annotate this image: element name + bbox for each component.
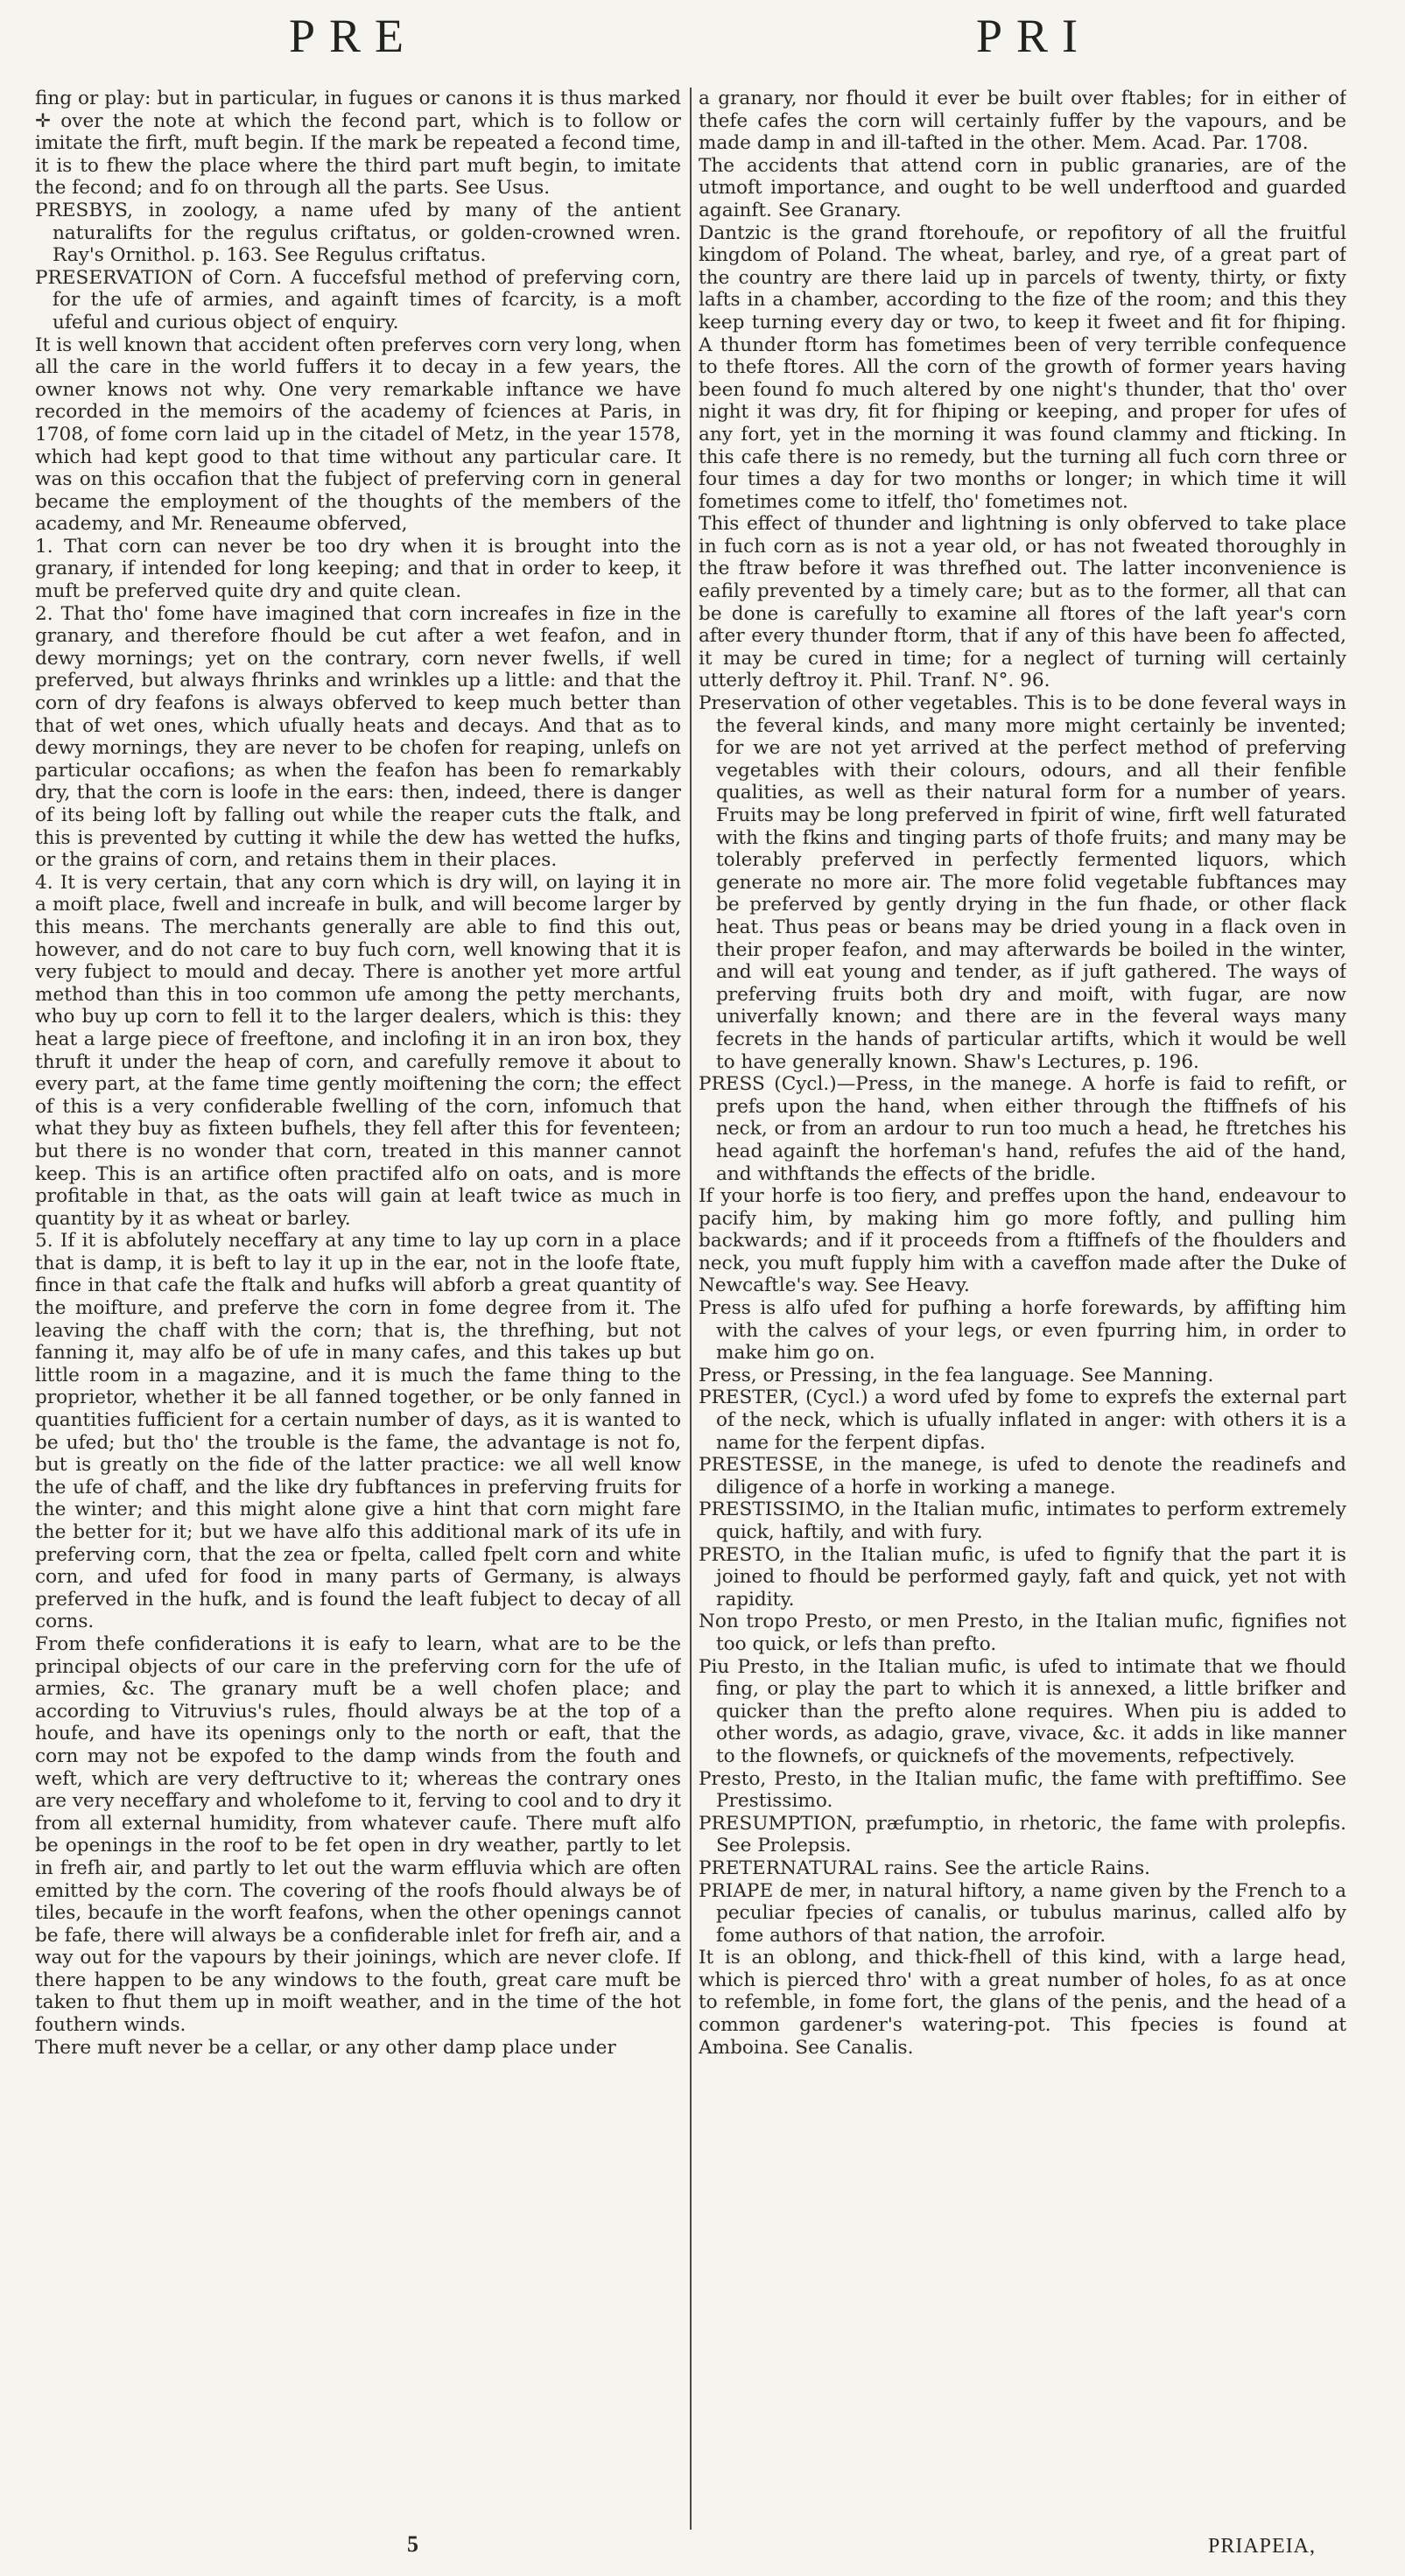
entry-paragraph: Press, or Pressing, in the fea language. See Manning. (699, 1364, 1214, 1386)
body-paragraph: fing or play: but in particular, in fugues or canons it is thus marked ✛ over the note at which the fecond part, which is to follow or imitate the firft, muft begin. If the mark be repeated a fecond time, it is to fhew the place where the third part muft begin, to imitate the fecond; and fo on through all the parts. See Usus. (35, 88, 681, 200)
running-head-left: PRE (289, 10, 418, 62)
body-paragraph: There muft never be a cellar, or any other damp place under (35, 2036, 616, 2059)
entry-paragraph: PRESERVATION of Corn. A fuccefsful method of preferving corn, for the ufe of armies, and againft times of fcarcity, is a moft ufeful and curious object of enquiry. (35, 266, 681, 333)
body-paragraph: This effect of thunder and lightning is only obferved to take place in fuch corn as is not a year old, or has not fweated thoroughly in the ftraw before it was threfhed out. The latter inconvenience is eafily prevented by a timely care; but as to the former, all that can be done is carefully to examine all ftores of the laft year's corn after every thunder ftorm, that if any of this have been fo affected, it may be cured in time; for a neglect of turning will certainly utterly deftroy it. Phil. Tranf. N°. 96. (699, 513, 1346, 692)
entry-paragraph: PRESTISSIMO, in the Italian mufic, intimates to perform extremely quick, haftily, and with fury. (699, 1499, 1346, 1543)
entry-paragraph: PRESTESSE, in the manege, is ufed to denote the readinefs and diligence of a horfe in working a manege. (699, 1454, 1346, 1499)
body-paragraph: 5. If it is abfolutely neceffary at any time to lay up corn in a place that is damp, it is beft to lay it up in the ear, not in the loofe ftate, fince in that cafe the ftalk and hufks will abforb a great quantity of the moifture, and preferve the corn in fome degree from it. The leaving the chaff with the corn; that is, the threfhing, but not fanning it, may alfo be of ufe in many cafes, and this takes up but little room in a magazine, and it is much the fame thing to the proprietor, whether it be all fanned together, or be only fanned in quantities fufficient for a certain number of days, as it is wanted to be ufed; but tho' the trouble is the fame, the advantage is not fo, but is greatly on the fide of the latter practice: we all well know the ufe of chaff, and the like dry fubftances in preferving fruits for the winter; and this might alone give a hint that corn might fare the better for it; but we have alfo this additional mark of its ufe in preferving corn, that the zea or fpelta, called fpelt corn and white corn, and ufed for food in many parts of Germany, is always preferved in the hufk, and is found the leaft fubject to decay of all corns. (35, 1230, 681, 1633)
body-paragraph: 4. It is very certain, that any corn which is dry will, on laying it in a moift place, fwell and increafe in bulk, and will become larger by this means. The merchants generally are able to find this out, however, and do not care to buy fuch corn, well knowing that it is very fubject to mould and decay. There is another yet more artful method than this in too common ufe among the petty merchants, who buy up corn to fell it to the larger dealers, which is this: they heat a large piece of freeftone, and inclofing it in an iron box, they thruft it under the heap of corn, and carefully remove it about to every part, at the fame time gently moiftening the corn; the effect of this is a very confiderable fwelling of the corn, infomuch that what they buy as fixteen bufhels, they fell after this for feventeen; but there is no wonder that corn, treated in this manner cannot keep. This is an artifice often practifed alfo on oats, and is more profitable in that, as the oats will gain at leaft twice as much in quantity by it as wheat or barley. (35, 871, 681, 1230)
entry-paragraph: PRETERNATURAL rains. See the article Rains. (699, 1857, 1151, 1879)
column-divider (690, 88, 692, 2530)
running-head-right: PRI (976, 10, 1092, 62)
entry-paragraph: Presto, Presto, in the Italian mufic, the fame with preftiffimo. See Prestissimo. (699, 1767, 1346, 1813)
body-paragraph: It is an oblong, and thick-fhell of this kind, with a large head, which is pierced thro' with a great number of holes, fo as at once to refemble, in fome fort, the glans of the penis, and the head of a common gardener's watering-pot. This fpecies is found at Amboina. See Canalis. (699, 1947, 1346, 2059)
body-paragraph: a granary, nor fhould it ever be built over ftables; for in either of thefe cafes the corn will certainly fuffer by the vapours, and be made damp in and ill-tafted in the other. Mem. Acad. Par. 1708. (699, 88, 1346, 155)
body-paragraph: From thefe confiderations it is eafy to learn, what are to be the principal objects of our care in the preferving corn for the ufe of armies, &c. The granary muft be a well chofen place; and according to Vitruvius's rules, fhould always be at the top of a houfe, and have its openings only to the north or eaft, that the corn may not be expofed to the damp winds from the fouth and weft, which are very deftructive to it; whereas the contrary ones are very neceffary and wholefome to it, ferving to cool and to dry it from all external humidity, from whatever caufe. There muft alfo be openings in the roof to be fet open in dry weather, partly to let in frefh air, and partly to let out the warm effluvia which are often emitted by the corn. The covering of the roofs fhould always be of tiles, becaufe in the worft feafons, when the other openings cannot be fafe, there will always be a confiderable inlet for frefh air, and a way out for the vapours by their joinings, which are never clofe. If there happen to be any windows to the fouth, great care muft be taken to fhut them up in moift weather, and in the time of the hot fouthern winds. (35, 1632, 681, 2037)
entry-paragraph: PRIAPE de mer, in natural hiftory, a name given by the French to a peculiar fpecies of canalis, or tubulus marinus, called alfo by fome authors of that nation, the arrofoir. (699, 1879, 1346, 1947)
entry-paragraph: PRESBYS, in zoology, a name ufed by many of the antient naturalifts for the regulus criftatus, or golden-crowned wren. Ray's Ornithol. p. 163. See Regulus criftatus. (35, 199, 681, 267)
body-paragraph: The accidents that attend corn in public granaries, are of the utmoft importance, and ought to be well underftood and guarded againft. See Granary. (699, 154, 1346, 221)
entry-paragraph: Non tropo Presto, or men Presto, in the Italian mufic, fignifies not too quick, or lefs than prefto. (699, 1611, 1346, 1655)
entry-paragraph: Preservation of other vegetables. This is to be done feveral ways in the feveral kinds, and many more might certainly be invented; for we are not yet arrived at the perfect method of preferving vegetables with their colours, odours, and all their fenfible qualities, as well as their natural form for a number of years. Fruits may be long preferved in fpirit of wine, firft well faturated with the fkins and tinging parts of thofe fruits; and many may be tolerably preferved in perfectly fermented liquors, which generate no more air. The more folid vegetable fubftances may be preferved by gently drying in the fun fhade, or other flack heat. Thus peas or beans may be dried young in a flack oven in their proper feafon, and may afterwards be boiled in the winter, and will eat young and tender, as if juft gathered. The ways of preferving fruits both dry and moift, with fugar, are now univerfally known; and there are in the feveral ways many fecrets in the hands of particular artifts, which it would be well to have generally known. Shaw's Lectures, p. 196. (699, 692, 1346, 1073)
body-paragraph: If your horfe is too fiery, and preffes upon the hand, endeavour to pacify him, by making him go more foftly, and pulling him backwards; and if it proceeds from a ftiffnefs of the fhoulders and neck, you muft fupply him with a caveffon made after the Duke of Newcaftle's way. See Heavy. (699, 1185, 1346, 1297)
entry-paragraph: PRESTER, (Cycl.) a word ufed by fome to exprefs the external part of the neck, which is ufually inflated in anger: with others it is a name for the ferpent dipfas. (699, 1386, 1346, 1454)
entry-paragraph: PRESUMPTION, præfumptio, in rhetoric, the fame with prolepfis. See Prolepsis. (699, 1812, 1346, 1857)
entry-paragraph: Piu Presto, in the Italian mufic, is ufed to intimate that we fhould fing, or play the part to which it is annexed, a little brifker and quicker than the prefto alone requires. When piu is added to other words, as adagio, grave, vivace, &c. it adds in like manner to the flownefs, or quicknefs of the movements, refpectively. (699, 1655, 1346, 1767)
body-paragraph: 1. That corn can never be too dry when it is brought into the granary, if intended for long keeping; and that in order to keep, it muft be preferved quite dry and quite clean. (35, 535, 681, 603)
body-paragraph: 2. That tho' fome have imagined that corn increafes in fize in the granary, and therefore fhould be cut after a wet feafon, and in dewy mornings; yet on the contrary, corn never fwells, if well preferved, but always fhrinks and wrinkles up a little: and that the corn of dry feafons is always obferved to keep much better than that of wet ones, which ufually heats and decays. And that as to dewy mornings, they are never to be chofen for reaping, unlefs on particular occafions; as when the feafon has been fo remarkably dry, that the corn is loofe in the ears: then, indeed, there is danger of its being loft by falling out while the reaper cuts the ftalk, and this is prevented by cutting it while the dew has wetted the hufks, or the grains of corn, and retains them in their places. (35, 602, 681, 872)
body-paragraph: Dantzic is the grand ftorehoufe, or repofitory of all the fruitful kingdom of Poland. The wheat, barley, and rye, of a great part of the country are there laid up in parcels of twenty, thirty, or fixty lafts in a chamber, according to the fize of the room; and this they keep turning every day or two, to keep it fweet and fit for fhiping. A thunder ftorm has fometimes been of very terrible confequence to thefe ftores. All the corn of the growth of former years having been found fo much altered by one night's thunder, that tho' over night it was dry, fit for fhiping or keeping, and proper for ufes of any fort, yet in the morning it was found clammy and fticking. In this cafe there is no remedy, but the turning all fuch corn three or four times a day for two months or longer; in which time it will fometimes come to itfelf, tho' fometimes not. (699, 221, 1346, 513)
entry-paragraph: PRESS (Cycl.)—Press, in the manege. A horfe is faid to refift, or prefs upon the hand, when either through the ftiffnefs of his neck, or from an ardour to run too much a head, he ftretches his head againft the horfeman's hand, refufes the aid of the hand, and withftands the effects of the bridle. (699, 1073, 1346, 1185)
page-number: 5 (407, 2531, 418, 2557)
entry-paragraph: PRESTO, in the Italian mufic, is ufed to fignify that the part it is joined to fhould be performed gayly, faft and quick, yet not with rapidity. (699, 1543, 1346, 1611)
entry-paragraph: Press is alfo ufed for pufhing a horfe forewards, by affifting him with the calves of your legs, or even fpurring him, in order to make him go on. (699, 1297, 1346, 1365)
catchword: PRIAPEIA, (1208, 2535, 1317, 2558)
body-paragraph: It is well known that accident often preferves corn very long, when all the care in the world fuffers it to decay in a few years, the owner knows not why. One very remarkable inftance we have recorded in the memoirs of the academy of fciences at Paris, in 1708, of fome corn laid up in the citadel of Metz, in the year 1578, which had kept good to that time without any particular care. It was on this occafion that the fubject of preferving corn in general became the employment of the thoughts of the members of the academy, and Mr. Reneaume obferved, (35, 333, 681, 536)
left-column (35, 88, 681, 2059)
right-column (699, 88, 1346, 2059)
